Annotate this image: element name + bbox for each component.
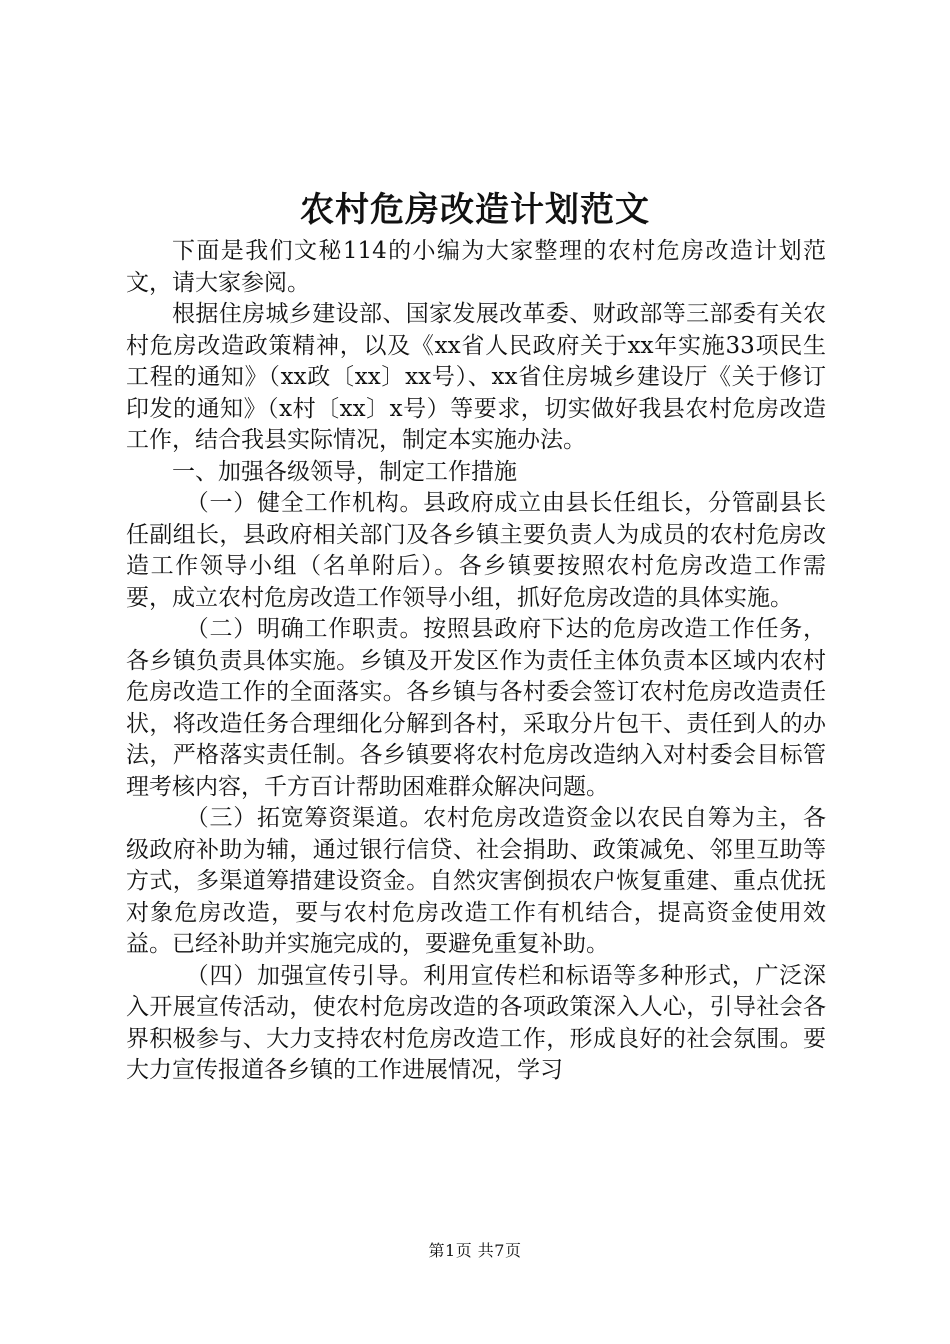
paragraph-item-4: （四）加强宣传引导。利用宣传栏和标语等多种形式，广泛深入开展宣传活动，使农村危房改造的各项政策深入人心，引导社会各界积极参与、大力支持农村危房改造工作，形成良好的社会氛围。要大力宣传报道各乡镇的工作进展情况，学习 [126,962,826,1083]
paragraph-intro: 下面是我们文秘114的小编为大家整理的农村危房改造计划范文，请大家参阅。 [126,238,826,296]
paragraph-item-1: （一）健全工作机构。县政府成立由县长任组长，分管副县长任副组长，县政府相关部门及各乡镇主要负责人为成员的农村危房改造工作领导小组（名单附后）。各乡镇要按照农村危房改造工作需要，成立农村危房改造工作领导小组，抓好危房改造的具体实施。 [126,490,826,611]
page-number-footer: 第1页 共7页 [428,1241,522,1260]
paragraph-basis: 根据住房城乡建设部、国家发展改革委、财政部等三部委有关农村危房改造政策精神，以及《xx省人民政府关于xx年实施33项民生工程的通知》（xx政〔xx〕xx号）、xx省住房城乡建设厅《关于修订印发的通知》（x村〔xx〕x号）等要求，切实做好我县农村危房改造工作，结合我县实际情况，制定本实施办法。 [126,301,826,453]
paragraph-item-2: （二）明确工作职责。按照县政府下达的危房改造工作任务，各乡镇负责具体实施。乡镇及开发区作为责任主体负责本区域内农村危房改造工作的全面落实。各乡镇与各村委会签订农村危房改造责任状，将改造任务合理细化分解到各村，采取分片包干、责任到人的办法，严格落实责任制。各乡镇要将农村危房改造纳入对村委会目标管理考核内容，千方百计帮助困难群众解决问题。 [126,616,826,800]
paragraph-item-3: （三）拓宽筹资渠道。农村危房改造资金以农民自筹为主，各级政府补助为辅，通过银行信贷、社会捐助、政策减免、邻里互助等方式，多渠道筹措建设资金。自然灾害倒损农户恢复重建、重点优抚对象危房改造，要与农村危房改造工作有机结合，提高资金使用效益。已经补助并实施完成的，要避免重复补助。 [126,805,826,957]
document-title: 农村危房改造计划范文 [300,190,650,230]
section-heading-1: 一、加强各级领导，制定工作措施 [172,458,517,485]
document-body [126,236,826,1087]
